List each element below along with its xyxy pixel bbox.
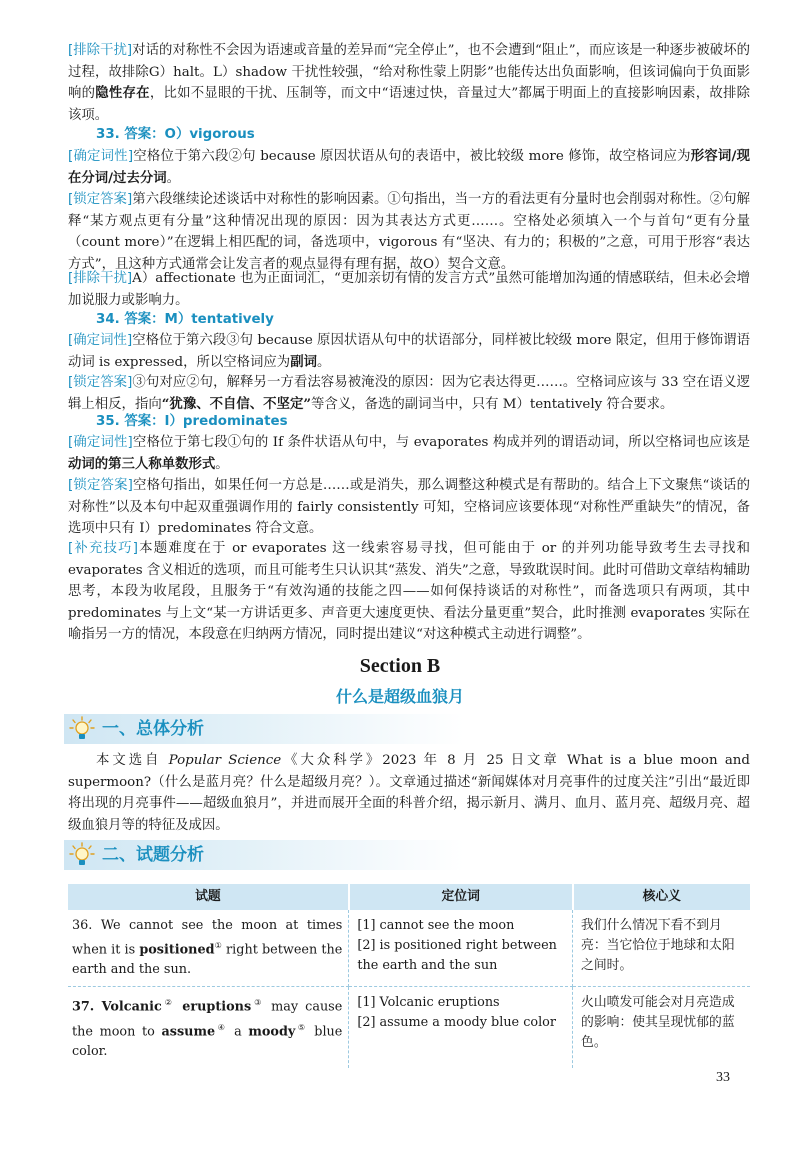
answer-35: 35. 答案：I）predominates xyxy=(96,414,288,429)
keywords-cell: [1] cannot see the moon [2] is positioned right between the earth and the sun xyxy=(349,910,573,987)
tag-label: [排除干扰] xyxy=(68,43,133,58)
tag-label: [确定词性] xyxy=(68,149,134,164)
section-subtitle: 什么是超级血狼月 xyxy=(335,687,464,706)
core-meaning-cell: 我们什么情况下看不到月亮：当它恰位于地球和太阳之间时。 xyxy=(573,910,750,987)
lightbulb-icon xyxy=(68,842,96,868)
paragraph-exclude-33: [排除干扰]对话的对称性不会因为语速或音量的差异而“完全停止”，也不会遭到“阻止”，而应该是一种逐步被破坏的过程，故排除G）halt。L）shadow 干扰性较强，“给对称性蒙上阴影”也能传达出负面影响，但该词偏向于负面影响的隐性存在，比如不显眼的干扰、压制等，而文中“语速过快，音量过大”都属于明面上的直接影响因素，故排除该项。 xyxy=(68,43,751,123)
paragraph-answer-35: [锁定答案]空格句指出，如果任何一方总是……或是消失，那么调整这种模式是有帮助的。结合上下文聚焦“谈话的对称性”以及本句中起双重强调作用的 fairly consistently 可知，空格词应该要体现“对称性严重缺失”的情况，备选项中只有 I）predominates 符合文意。 xyxy=(68,478,751,537)
tag-label: [确定词性] xyxy=(68,333,133,348)
question-analysis-heading: 二、试题分析 xyxy=(102,845,204,865)
overall-analysis-text: 本文选自 Popular Science《大众科学》2023 年 8 月 25 日文章 What is a blue moon and supermoon?（什么是蓝月亮？什么是超级月亮？）。文章通过描述“新闻媒体对月亮事件的过度关注”引出“最近即将出现的月亮事件——超级血狼月”，并进而展开全面的科普介绍，揭示新月、满月、血月、蓝月亮、超级月亮、超级血狼月等的特征及成因。 xyxy=(68,753,750,833)
page-number: 33 xyxy=(716,1070,730,1085)
tag-label: [锁定答案] xyxy=(68,375,133,390)
paragraph-answer-34: [锁定答案]③句对应②句，解释另一方看法容易被淹没的原因：因为它表达得更……。空格词应该与 33 空在语义逻辑上相反，指向“犹豫、不自信、不坚定”等含义，备选的副词当中，只有 M）tentatively 符合要求。 xyxy=(68,375,750,412)
paragraph-tip-35: [补充技巧]本题难度在于 or evaporates 这一线索容易寻找，但可能由于 or 的并列功能导致考生去寻找和 evaporates 含义相近的选项，而且可能考生只认识其“蒸发、消失”之意，导致耽误时间。此时可借助文章结构辅助思考，本段为收尾段，且服务于“有效沟通的技能之四——如何保持谈话的对称性”，而备选项只有两项，其中 predominates 与上文“某一方讲话更多、声音更大速度更快、看法分量更重”契合，此时推测 evaporates 实际在喻指另一方的情况，本段意在归纳两方情况，同时提出建议“对这种模式主动进行调整”。 xyxy=(68,541,750,643)
tag-label: [锁定答案] xyxy=(68,192,133,207)
table-row xyxy=(68,987,750,1068)
section-title: Section B xyxy=(359,655,441,677)
question-analysis-banner xyxy=(64,840,464,870)
header-core-meaning: 核心义 xyxy=(573,884,750,910)
source-title: Popular Science xyxy=(168,753,282,768)
answer-33: 33. 答案：O）vigorous xyxy=(96,127,255,142)
table-row xyxy=(68,910,750,987)
question-analysis-table xyxy=(68,884,750,1068)
overall-analysis-banner xyxy=(64,714,464,744)
paragraph-pos-33: [确定词性]空格位于第六段②句 because 原因状语从句的表语中，被比较级 more 修饰，故空格词应为形容词/现在分词/过去分词。 xyxy=(68,148,751,186)
core-meaning-cell: 火山喷发可能会对月亮造成的影响：使其呈现忧郁的蓝色。 xyxy=(581,995,735,1051)
overall-analysis-heading: 一、总体分析 xyxy=(102,719,204,739)
header-keywords: 定位词 xyxy=(349,884,573,910)
paragraph-exclude-33b: [排除干扰]A）affectionate 也为正面词汇，“更加亲切有情的发言方式”虽然可能增加沟通的情感联结，但未必会增加说服力或影响力。 xyxy=(68,271,750,308)
question-cell: 36. We cannot see the moon at times when it is positioned① right between the earth and the sun. xyxy=(68,910,349,987)
tag-label: [锁定答案] xyxy=(68,478,133,493)
tag-label: [确定词性] xyxy=(68,435,133,450)
keywords-cell: [1] Volcanic eruptions [2] assume a moody blue color xyxy=(349,987,573,1068)
header-question: 试题 xyxy=(68,884,349,910)
table-header-row xyxy=(68,884,750,910)
question-cell: 37. Volcanic② eruptions③ may cause the moon to assume④ a moody⑤ blue color. xyxy=(68,987,349,1068)
tag-label: [补充技巧] xyxy=(68,541,138,556)
tag-label: [排除干扰] xyxy=(68,271,133,286)
answer-34: 34. 答案：M）tentatively xyxy=(96,312,274,327)
paragraph-pos-34: [确定词性]空格位于第六段③句 because 原因状语从句中的状语部分，同样被比较级 more 限定，但用于修饰谓语动词 is expressed，所以空格词应为副词。 xyxy=(68,333,750,370)
paragraph-answer-33: [锁定答案]第六段继续论述谈话中对称性的影响因素。①句指出，当一方的看法更有分量时也会削弱对称性。②句解释“某方观点更有分量”这种情况出现的原因：因为其表达方式更……。空格处必须填入一个与首句“更有分量（count more）”在逻辑上相匹配的词，备选项中，vigorous 有“坚决、有力的；积极的”之意，可用于形容“表达方式”，且这种方式通常会让发言者的观点显得有理有据，故O）契合文意。 xyxy=(68,192,751,272)
lightbulb-icon xyxy=(68,716,96,742)
paragraph-pos-35: [确定词性]空格位于第七段①句的 If 条件状语从句中，与 evaporates 构成并列的谓语动词，所以空格词也应该是动词的第三人称单数形式。 xyxy=(68,435,750,472)
